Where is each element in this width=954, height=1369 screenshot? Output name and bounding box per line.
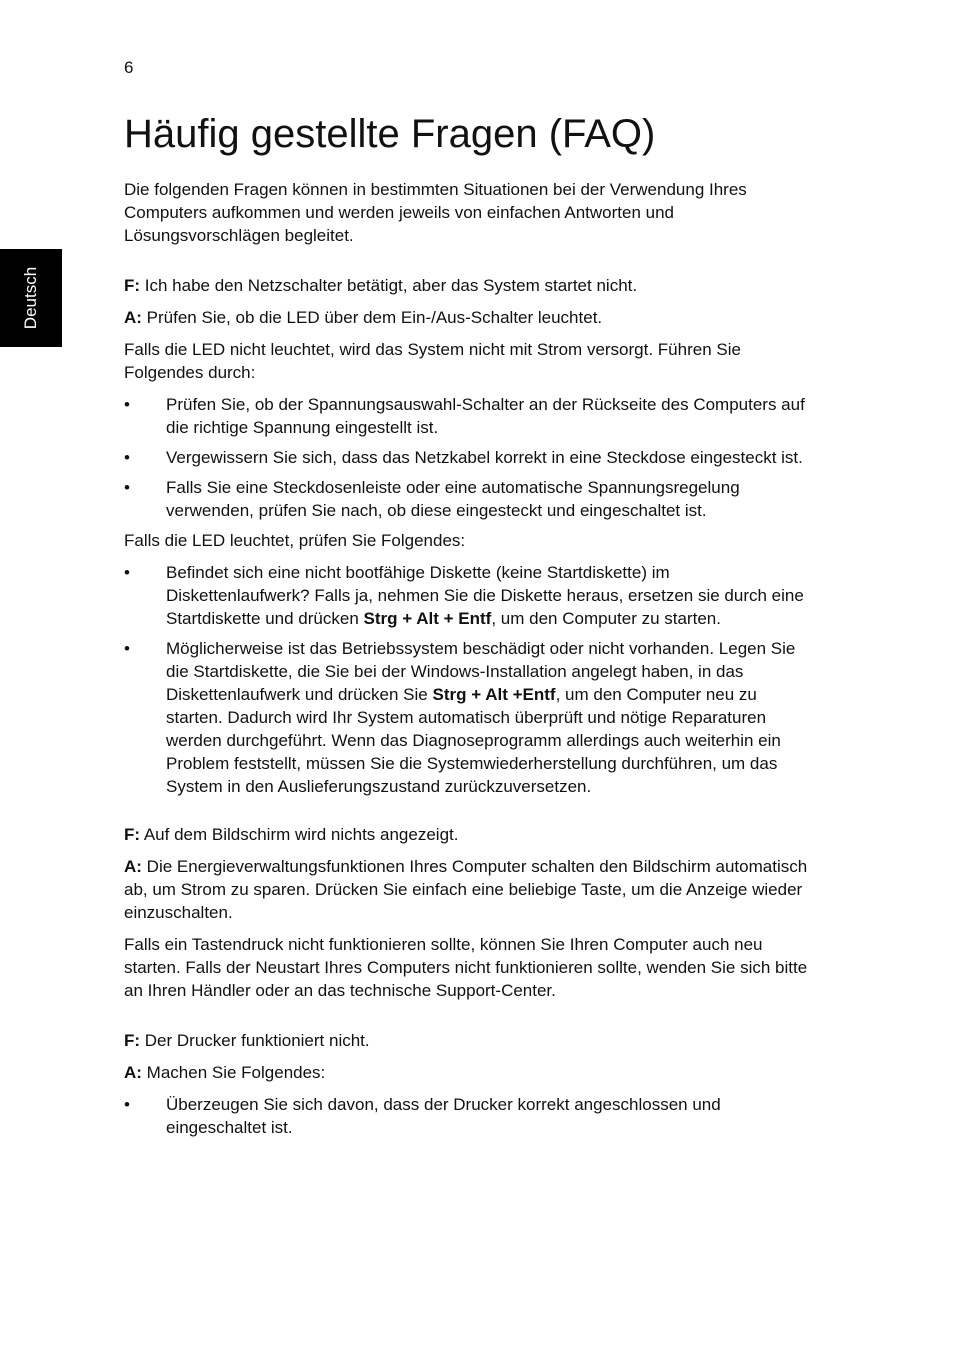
question-label: F: bbox=[124, 825, 141, 844]
question-text: Auf dem Bildschirm wird nichts angezeigt. bbox=[140, 825, 459, 844]
question-text: Der Drucker funktioniert nicht. bbox=[140, 1031, 370, 1050]
faq-answer bbox=[124, 855, 814, 924]
question-label: F: bbox=[124, 1031, 141, 1050]
bullet-icon: • bbox=[124, 478, 130, 497]
faq-item-printer bbox=[124, 1029, 814, 1139]
question-label: F: bbox=[124, 276, 141, 295]
language-side-tab bbox=[0, 249, 62, 347]
list-item-text: Vergewissern Sie sich, dass das Netzkabel korrekt in eine Steckdose eingesteckt ist. bbox=[166, 448, 803, 467]
page-title: Häufig gestellte Fragen (FAQ) bbox=[124, 112, 656, 156]
bullet-icon: • bbox=[124, 639, 130, 658]
list-item-text: Falls Sie eine Steckdosenleiste oder eine automatische Spannungsregelung verwenden, prüfen Sie nach, ob diese eingesteckt und eingeschaltet ist. bbox=[166, 478, 740, 520]
list-item-text: , um den Computer neu zu starten. Dadurch wird Ihr System automatisch überprüft und nötige Reparaturen werden durchgeführt. Wenn das Diagnoseprogramm allerdings auch weiterhin ein Problem feststellt, müssen Sie die Systemwiederherstellung durchführen, um das System in den Auslieferungszustand zurückzuversetzen. bbox=[166, 685, 781, 796]
answer-text: Machen Sie Folgendes: bbox=[141, 1063, 326, 1082]
intro-paragraph: Die folgenden Fragen können in bestimmten Situationen bei der Verwendung Ihres Computers aufkommen und werden jeweils von einfachen Antworten und Lösungsvorschlägen begleitet. bbox=[124, 180, 747, 245]
bullet-list bbox=[124, 1093, 814, 1139]
list-item-text: Prüfen Sie, ob der Spannungsauswahl-Schalter an der Rückseite des Computers auf die richtige Spannung eingestellt ist. bbox=[166, 395, 805, 437]
faq-answer bbox=[124, 306, 814, 329]
bullet-list bbox=[124, 393, 814, 522]
side-tab-label: Deutsch bbox=[21, 266, 40, 330]
key-combination: Strg + Alt + Entf bbox=[363, 609, 492, 628]
question-text: Ich habe den Netzschalter betätigt, aber das System startet nicht. bbox=[140, 276, 638, 295]
answer-label: A: bbox=[124, 308, 142, 327]
page-number: 6 bbox=[124, 58, 134, 77]
key-combination: Strg + Alt +Entf bbox=[432, 685, 556, 704]
answer-label: A: bbox=[124, 857, 142, 876]
answer-text: Prüfen Sie, ob die LED über dem Ein-/Aus-Schalter leuchtet. bbox=[141, 308, 603, 327]
answer-paragraph: Falls ein Tastendruck nicht funktionieren sollte, können Sie Ihren Computer auch neu starten. Falls der Neustart Ihres Computers nicht funktionieren sollte, wenden Sie sich bitte an Ihren Händler oder an das technische Support-Center. bbox=[124, 935, 808, 1000]
document-body bbox=[124, 178, 814, 1146]
list-item bbox=[124, 561, 814, 630]
list-item bbox=[124, 637, 814, 798]
list-item bbox=[124, 446, 814, 469]
faq-question bbox=[124, 1029, 814, 1052]
bullet-icon: • bbox=[124, 1095, 130, 1114]
faq-question bbox=[124, 823, 814, 846]
list-item bbox=[124, 1093, 814, 1139]
list-item-text: , um den Computer zu starten. bbox=[491, 609, 721, 628]
list-item-text: Möglicherweise ist das Betriebssystem beschädigt oder nicht vorhanden. Legen Sie die Startdiskette, die Sie bei der Windows-Installation angelegt haben, in das Diskettenlaufwerk und drücken Sie bbox=[166, 639, 796, 704]
bullet-icon: • bbox=[124, 448, 130, 467]
bullet-icon: • bbox=[124, 395, 130, 414]
answer-paragraph: Falls die LED leuchtet, prüfen Sie Folgendes: bbox=[124, 531, 466, 550]
list-item-text: Befindet sich eine nicht bootfähige Diskette (keine Startdiskette) im Diskettenlaufwerk? Falls ja, nehmen Sie die Diskette heraus, ersetzen sie durch eine Startdiskette und drücken bbox=[166, 563, 804, 628]
list-item-text: Überzeugen Sie sich davon, dass der Drucker korrekt angeschlossen und eingeschaltet ist. bbox=[166, 1095, 721, 1137]
bullet-icon: • bbox=[124, 563, 130, 582]
faq-item-power bbox=[124, 274, 814, 798]
faq-answer bbox=[124, 1061, 814, 1084]
faq-question bbox=[124, 274, 814, 297]
bullet-list bbox=[124, 561, 814, 798]
answer-paragraph: Falls die LED nicht leuchtet, wird das System nicht mit Strom versorgt. Führen Sie Folgendes durch: bbox=[124, 340, 741, 382]
list-item bbox=[124, 476, 814, 522]
list-item bbox=[124, 393, 814, 439]
answer-text: Die Energieverwaltungsfunktionen Ihres Computer schalten den Bildschirm automatisch ab, um Strom zu sparen. Drücken Sie einfach eine beliebige Taste, um die Anzeige wieder einzuschalten. bbox=[124, 857, 808, 922]
faq-item-display bbox=[124, 823, 814, 1002]
answer-label: A: bbox=[124, 1063, 142, 1082]
